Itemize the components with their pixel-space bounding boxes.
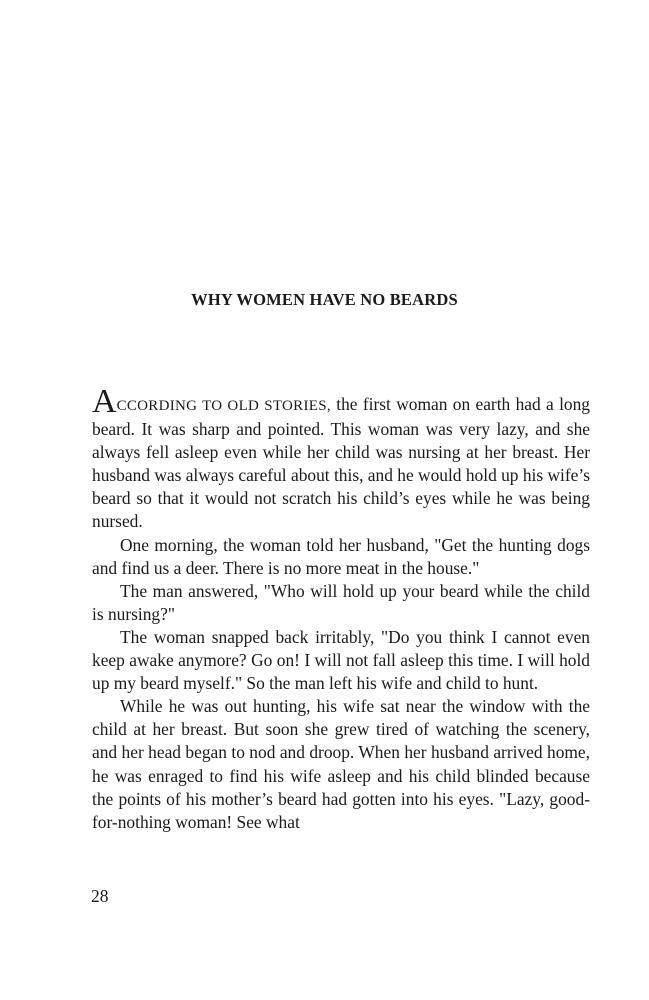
- paragraph-1-text: the first woman on earth had a long beard. It was sharp and pointed. This woman was very lazy, and she always fell asleep even while her child was nursing at her breast. Her husband was always careful about this, and he would hold up his wife’s beard so that it would not scratch his child’s eyes while he was being nursed.: [92, 394, 590, 532]
- page-number: 28: [91, 886, 109, 906]
- story-title: WHY WOMEN HAVE NO BEARDS: [191, 290, 458, 309]
- paragraph-4: The woman snapped back irritably, "Do you think I cannot even keep awake anymore? Go on! I will not fall asleep this time. I will hold up my beard myself." So the man left his wife and child to hunt.: [92, 626, 590, 694]
- drop-cap: A: [92, 383, 117, 420]
- paragraph-2: One morning, the woman told her husband, "Get the hunting dogs and find us a deer. There is no more meat in the house.": [92, 534, 590, 578]
- paragraph-1: [92, 383, 590, 534]
- paragraph-5: While he was out hunting, his wife sat near the window with the child at her breast. But soon she grew tired of watching the scenery, and her head began to nod and droop. When her husband arrived home, he was enraged to find his wife asleep and his child blinded because the points of his mother’s beard had gotten into his eyes. "Lazy, good-for-nothing woman! See what: [92, 696, 590, 832]
- story-body: [92, 383, 590, 834]
- opening-small-caps: CCORDING TO OLD STORIES,: [116, 398, 331, 414]
- paragraph-3: The man answered, "Who will hold up your beard while the child is nursing?": [92, 580, 590, 624]
